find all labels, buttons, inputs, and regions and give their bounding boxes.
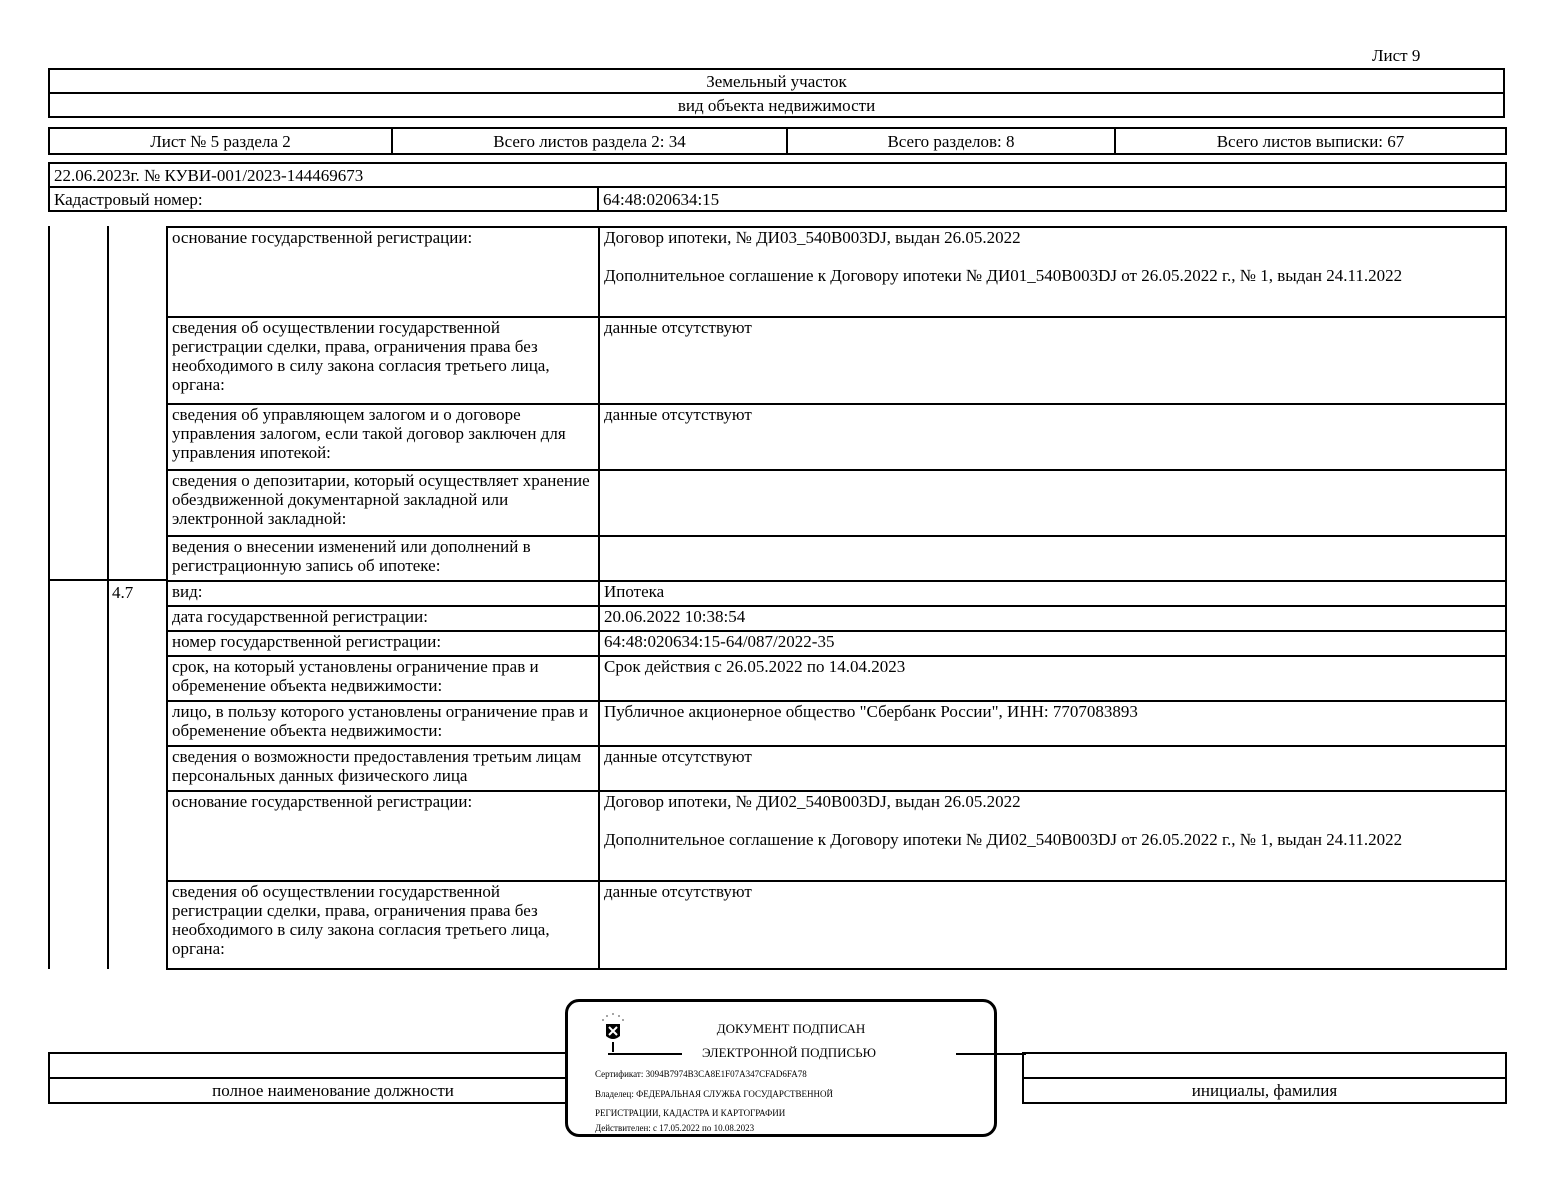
row-value	[599, 791, 1506, 881]
encumbrance-table-a	[166, 226, 1507, 582]
counters-row	[48, 127, 1507, 155]
stamp-owner-line-1: Владелец: ФЕДЕРАЛЬНАЯ СЛУЖБА ГОСУДАРСТВЕННОЙ	[595, 1089, 834, 1099]
row-label: сведения об осуществлении государственной регистрации сделки, права, ограничения права без необходимого в силу закона согласия третьего лица, органа:	[167, 881, 599, 969]
e-signature-stamp	[565, 999, 997, 1137]
encumbrance-table-b	[166, 580, 1507, 970]
row-label: сведения об управляющем залогом и о договоре управления залогом, если такой договор заключен для управления ипотекой:	[167, 404, 599, 470]
row-value: Публичное акционерное общество "Сбербанк России", ИНН: 7707083893	[599, 701, 1506, 746]
position-caption: полное наименование должности	[49, 1078, 617, 1103]
row-value: 20.06.2022 10:38:54	[599, 606, 1506, 631]
number-column-line	[107, 226, 109, 969]
row-value: Ипотека	[599, 581, 1506, 606]
row-label: основание государственной регистрации:	[167, 227, 599, 317]
sheet-of-section: Лист № 5 раздела 2	[49, 128, 392, 154]
cadastral-value: 64:48:020634:15	[598, 187, 1506, 211]
stamp-certificate: Сертификат: 3094B7974B3CA8E1F07A347CFAD6FA78	[595, 1069, 807, 1079]
row-label: лицо, в пользу которого установлены ограничение прав и обременение объекта недвижимости:	[167, 701, 599, 746]
row-label: сведения об осуществлении государственной регистрации сделки, права, ограничения права без необходимого в силу закона согласия третьего лица, органа:	[167, 317, 599, 404]
stamp-owner-line-2: РЕГИСТРАЦИИ, КАДАСТРА И КАРТОГРАФИИ	[595, 1108, 786, 1118]
row-value: данные отсутствуют	[599, 881, 1506, 969]
row-value-text: Договор ипотеки, № ДИ02_540B003DJ, выдан 26.05.2022 Дополнительное соглашение к Договору ипотеки № ДИ02_540B003DJ от 26.05.2022 г., № 1, выдан 24.11.2022	[604, 792, 1403, 849]
stamp-title-1: ДОКУМЕНТ ПОДПИСАН	[716, 1021, 866, 1036]
row-label: номер государственной регистрации:	[167, 631, 599, 656]
sheet-number: Лист 9	[1372, 46, 1421, 65]
row-label: основание государственной регистрации:	[167, 791, 599, 881]
row-label: дата государственной регистрации:	[167, 606, 599, 631]
section-number: 4.7	[112, 583, 134, 602]
row-value-text: Договор ипотеки, № ДИ03_540B003DJ, выдан 26.05.2022 Дополнительное соглашение к Договору ипотеки № ДИ01_540B003DJ от 26.05.2022 г., № 1, выдан 24.11.2022	[604, 228, 1403, 285]
row-value: 64:48:020634:15-64/087/2022-35	[599, 631, 1506, 656]
row-label: срок, на который установлены ограничение прав и обременение объекта недвижимости:	[167, 656, 599, 701]
row-value	[599, 227, 1506, 317]
stamp-validity: Действителен: с 17.05.2022 по 10.08.2023	[595, 1123, 755, 1133]
cadastral-label: Кадастровый номер:	[49, 187, 598, 211]
object-caption: вид объекта недвижимости	[49, 93, 1504, 117]
name-caption: инициалы, фамилия	[1023, 1078, 1506, 1103]
total-sections: Всего разделов: 8	[787, 128, 1115, 154]
left-border-line	[48, 226, 50, 969]
extract-id: 22.06.2023г. № КУВИ-001/2023-144469673	[49, 163, 1506, 187]
object-type: Земельный участок	[49, 69, 1504, 93]
row-value: данные отсутствуют	[599, 404, 1506, 470]
row-value: Срок действия с 26.05.2022 по 14.04.2023	[599, 656, 1506, 701]
total-sheets-extract: Всего листов выписки: 67	[1115, 128, 1506, 154]
extract-info	[48, 162, 1507, 212]
row-label: сведения о возможности предоставления третьим лицам персональных данных физического лица	[167, 746, 599, 791]
row-label: сведения о депозитарии, который осуществляет хранение обездвиженной документарной закладной или электронной закладной:	[167, 470, 599, 536]
stamp-divider-left	[608, 1053, 682, 1055]
total-sheets-section: Всего листов раздела 2: 34	[392, 128, 787, 154]
stamp-divider-right	[956, 1053, 1026, 1055]
row-value	[599, 536, 1506, 581]
row-label: вид:	[167, 581, 599, 606]
row-value	[599, 470, 1506, 536]
stamp-title-2: ЭЛЕКТРОННОЙ ПОДПИСЬЮ	[702, 1045, 876, 1060]
row-value: данные отсутствуют	[599, 746, 1506, 791]
row-value: данные отсутствуют	[599, 317, 1506, 404]
section-separator-line	[48, 579, 166, 581]
row-label: ведения о внесении изменений или дополнений в регистрационную запись об ипотеке:	[167, 536, 599, 581]
object-header	[48, 68, 1505, 118]
